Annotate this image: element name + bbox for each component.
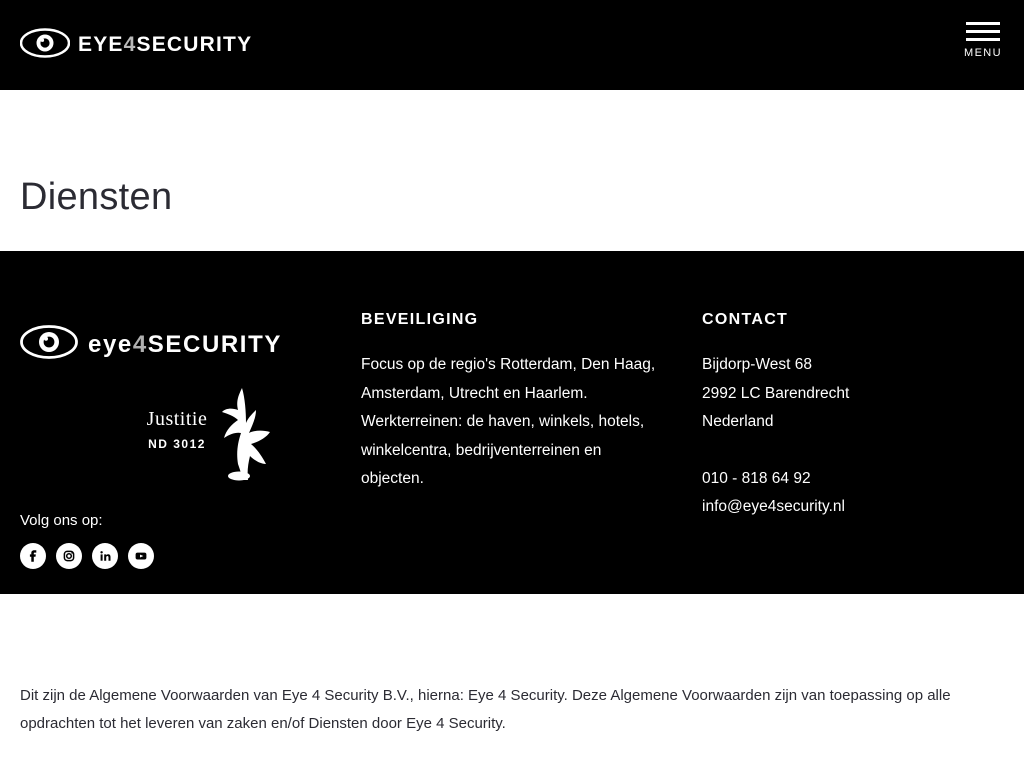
footer-brand-column — [20, 311, 361, 569]
footer-word-four: 4 — [132, 330, 148, 358]
contact-email[interactable]: info@eye4security.nl — [702, 498, 845, 515]
hamburger-menu-button[interactable] — [960, 22, 1006, 59]
footer-columns — [0, 251, 1024, 569]
eye-logo-icon — [20, 28, 70, 63]
contact-body — [702, 351, 1002, 522]
beveiliging-body — [361, 351, 661, 494]
footer-wordmark — [88, 331, 282, 359]
justitie-certification-badge — [60, 386, 290, 482]
contact-address-line-2: 2992 LC Barendrecht — [702, 384, 850, 402]
justitie-emblem-icon — [208, 386, 280, 487]
linkedin-icon[interactable] — [92, 543, 118, 569]
footer-logo[interactable] — [20, 325, 361, 364]
brand-wordmark — [78, 33, 252, 57]
footer-contact-column — [702, 311, 1002, 569]
footer-word-eye: eye — [88, 330, 133, 358]
brand-word-eye: EYE — [78, 33, 124, 56]
justitie-name: Justitie — [146, 408, 208, 430]
contact-heading: CONTACT — [702, 311, 789, 328]
menu-label: MENU — [964, 47, 1002, 59]
beveiliging-line-1: Focus op de regio's Rotterdam, Den Haag, Amsterdam, Utrecht en Haarlem. — [361, 356, 656, 402]
social-links — [20, 543, 361, 569]
page-hero — [0, 90, 1024, 251]
youtube-icon[interactable] — [128, 543, 154, 569]
contact-phone[interactable]: 010 - 818 64 92 — [702, 469, 811, 487]
eye-logo-icon — [20, 325, 78, 364]
follow-us-label: Volg ons op: — [20, 512, 103, 529]
page-title: Diensten — [20, 176, 173, 218]
footer-word-security: SECURITY — [147, 330, 282, 358]
legal-section — [0, 594, 1024, 737]
contact-address-line-3: Nederland — [702, 413, 774, 430]
hamburger-menu-icon — [966, 22, 1000, 41]
site-header — [0, 0, 1024, 90]
site-logo-link[interactable] — [20, 22, 252, 68]
brand-word-security: SECURITY — [136, 33, 253, 56]
beveiliging-heading: BEVEILIGING — [361, 311, 479, 328]
contact-address-line-1: Bijdorp-West 68 — [702, 356, 812, 373]
facebook-icon[interactable] — [20, 543, 46, 569]
instagram-icon[interactable] — [56, 543, 82, 569]
site-footer — [0, 251, 1024, 594]
legal-paragraph: Dit zijn de Algemene Voorwaarden van Eye 4 Security B.V., hierna: Eye 4 Security. Deze Algemene Voorwaarden zijn van toepassing op alle opdrachten tot het leveren van zaken en/of Diensten door Eye 4 Security. — [20, 687, 951, 732]
justitie-code: ND 3012 — [148, 437, 206, 451]
beveiliging-line-2: Werkterreinen: de haven, winkels, hotels, winkelcentra, bedrijventerreinen en objecten. — [361, 413, 645, 487]
brand-word-four: 4 — [123, 33, 137, 56]
footer-beveiliging-column — [361, 311, 702, 569]
spacer — [702, 437, 1002, 465]
